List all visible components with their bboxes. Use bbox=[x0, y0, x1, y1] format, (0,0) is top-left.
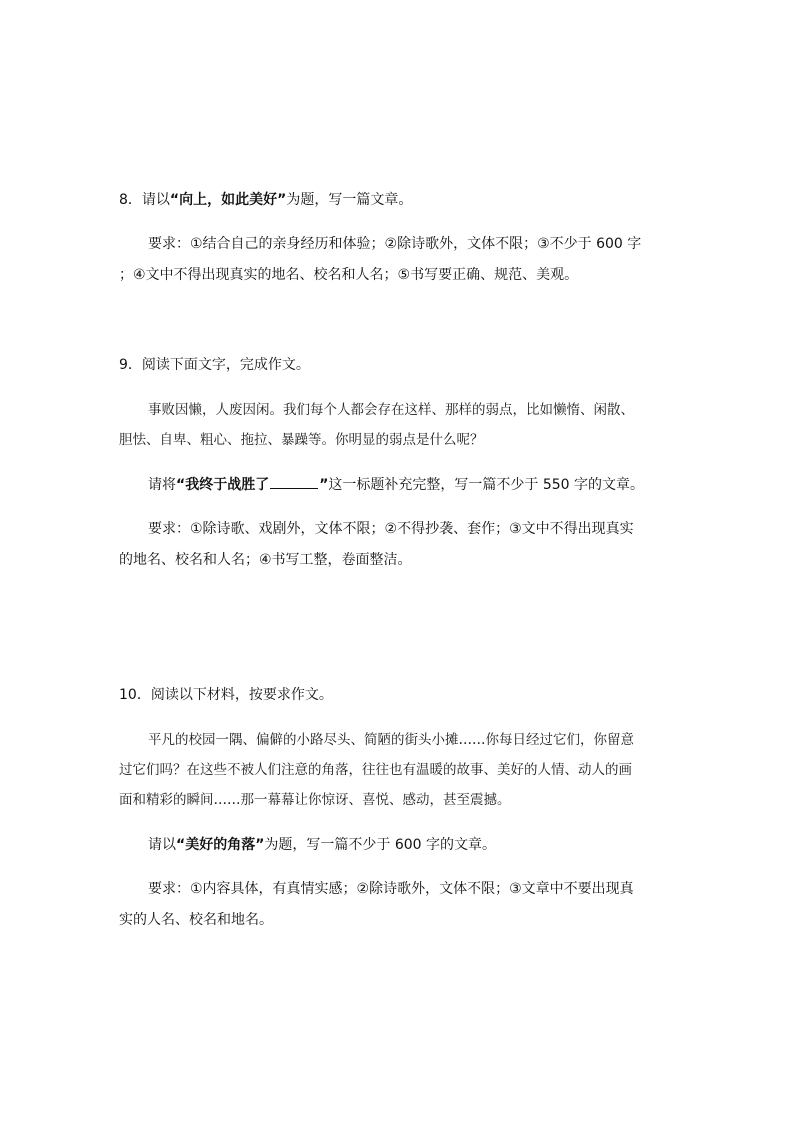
question-10-material-line-2: 过它们吗？在这些不被人们注意的角落，往往也有温暖的故事、美好的人情、动人的画 bbox=[119, 762, 632, 778]
question-9-prompt-pre: 请将 bbox=[148, 477, 176, 493]
question-9-material-line-2: 胆怯、自卑、粗心、拖拉、暴躁等。你明显的弱点是什么呢？ bbox=[119, 432, 484, 448]
question-10-prompt-pre: 请以 bbox=[148, 837, 176, 853]
question-10-requirements-cont bbox=[119, 905, 273, 936]
question-9-requirements-line-2: 的地名、校名和人名；④书写工整，卷面整洁。 bbox=[119, 552, 412, 568]
question-8-title-topic: “向上，如此美好” bbox=[169, 192, 287, 208]
question-8-requirements-line-1: 要求：①结合自己的亲身经历和体验；②除诗歌外，文体不限；③不少于 600 字 bbox=[148, 236, 642, 252]
question-10-material-cont bbox=[119, 755, 632, 815]
question-10-requirements bbox=[148, 874, 634, 905]
question-9-prompt-topic-end: ” bbox=[319, 477, 329, 493]
question-9-material-first bbox=[148, 395, 634, 425]
question-10-title-text: 阅读以下材料，按要求作文。 bbox=[150, 687, 333, 703]
question-9-title bbox=[119, 355, 310, 375]
fill-in-blank bbox=[270, 474, 318, 489]
question-10-prompt bbox=[148, 830, 496, 861]
question-10-requirements-line-2: 实的人名、校名和地名。 bbox=[119, 912, 273, 928]
question-8-requirements-line-2: ；④文中不得出现真实的地名、校名和人名；⑤书写要正确、规范、美观。 bbox=[119, 267, 579, 283]
question-10-title bbox=[119, 685, 333, 705]
question-9-prompt-topic: “我终于战胜了 bbox=[176, 477, 270, 493]
question-9-material-line-1: 事败因懒，人废因闲。我们每个人都会存在这样、那样的弱点，比如懒惰、闲散、 bbox=[148, 402, 634, 418]
question-8-requirements bbox=[148, 229, 641, 260]
question-9-number: 9． bbox=[119, 357, 142, 373]
question-8-title bbox=[119, 190, 412, 210]
question-10-material-line-3: 面和精彩的瞬间……那一幕幕让你惊讶、喜悦、感动，甚至震撼。 bbox=[119, 792, 511, 808]
question-10-material-first bbox=[148, 725, 634, 755]
question-9-requirements bbox=[148, 514, 634, 545]
question-10-requirements-line-1: 要求：①内容具体，有真情实感；②除诗歌外，文体不限；③文章中不要出现真 bbox=[148, 881, 634, 897]
question-9-prompt-post: 这一标题补充完整，写一篇不少于 550 字的文章。 bbox=[328, 477, 645, 493]
question-10-prompt-post: 为题，写一篇不少于 600 字的文章。 bbox=[264, 837, 497, 853]
question-8-number: 8． bbox=[119, 192, 142, 208]
question-9-requirements-line-1: 要求：①除诗歌、戏剧外，文体不限；②不得抄袭、套作；③文中不得出现真实 bbox=[148, 521, 634, 537]
question-10-number: 10． bbox=[119, 687, 151, 703]
question-9-title-text: 阅读下面文字，完成作文。 bbox=[141, 357, 310, 373]
question-8-title-post: 为题，写一篇文章。 bbox=[286, 192, 413, 208]
question-8-requirements-cont bbox=[119, 260, 578, 291]
question-10-material-line-1: 平凡的校园一隅、偏僻的小路尽头、简陋的街头小摊……你每日经过它们，你留意 bbox=[148, 732, 634, 748]
question-8-title-pre: 请以 bbox=[141, 192, 170, 208]
question-9-material-cont bbox=[119, 425, 484, 455]
question-9-prompt bbox=[148, 470, 644, 501]
question-9-requirements-cont bbox=[119, 545, 412, 576]
question-10-prompt-topic: “美好的角落” bbox=[176, 837, 265, 853]
